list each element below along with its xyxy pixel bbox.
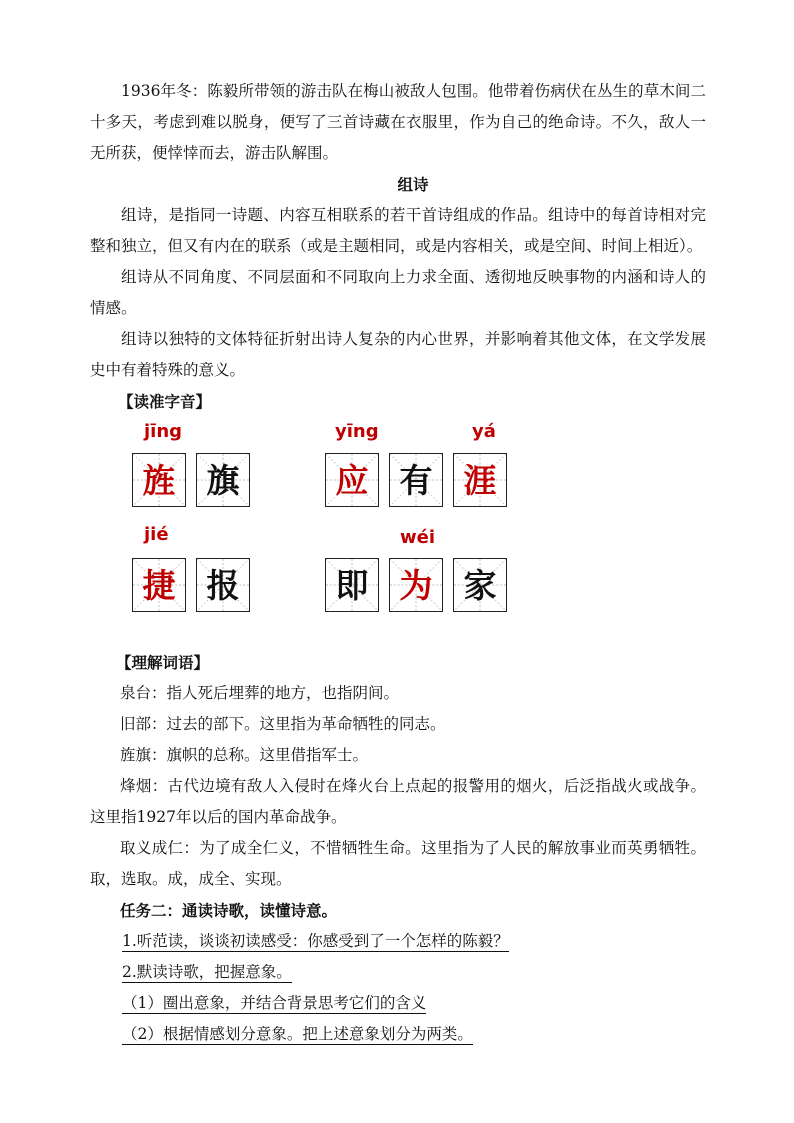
char-ying: 应 — [335, 460, 369, 500]
document-page — [90, 76, 706, 1050]
vocab-item: 取义成仁：为了成全仁义，不惜牺牲生命。这里指为了人民的解放事业而英勇牺牲。取，选取。成，成全、实现。 — [90, 839, 706, 888]
char-you: 有 — [399, 460, 433, 500]
task2-line — [122, 926, 706, 957]
char-jing: 旌 — [142, 460, 176, 500]
task2-line — [122, 988, 706, 1019]
char-cell — [325, 453, 379, 507]
char-cell — [453, 558, 507, 612]
character-grid — [90, 419, 706, 647]
vocab-item: 烽烟：古代边境有敌人入侵时在烽火台上点起的报警用的烟火，后泛指战火或战争。这里指1927年以后的国内革命战争。 — [90, 777, 706, 826]
task2-line — [122, 957, 706, 988]
task2-line-text: （1）圈出意象，并结合背景思考它们的含义 — [122, 994, 427, 1012]
char-ya: 涯 — [463, 460, 497, 500]
vocab-item: 旧部：过去的部下。这里指为革命牺牲的同志。 — [120, 715, 446, 733]
char-cell — [196, 453, 250, 507]
char-cell — [196, 558, 250, 612]
char-cell — [389, 558, 443, 612]
char-jia: 家 — [463, 565, 497, 605]
char-cell — [389, 453, 443, 507]
pinyin-jie: jié — [144, 524, 169, 545]
char-ji: 即 — [335, 565, 369, 605]
char-qi: 旗 — [206, 460, 240, 500]
zushi-paragraph-3: 组诗以独特的文体特征折射出诗人复杂的内心世界，并影响着其他文体，在文学发展史中有着特殊的意义。 — [90, 330, 706, 379]
pinyin-wei: wéi — [400, 527, 436, 548]
intro-paragraph: 1936年冬：陈毅所带领的游击队在梅山被敌人包围。他带着伤病伏在丛生的草木间二十多天，考虑到难以脱身，便写了三首诗藏在衣服里，作为自己的绝命诗。不久，敌人一无所获，便悻悻而去，游击队解围。 — [90, 82, 706, 162]
task2-line — [122, 1019, 706, 1050]
task2-line-text: 2.默读诗歌，把握意象。 — [122, 963, 292, 981]
char-bao: 报 — [206, 565, 240, 605]
char-cell — [453, 453, 507, 507]
task2-heading: 任务二：通读诗歌，读懂诗意。 — [120, 901, 338, 920]
section-title-zushi: 组诗 — [397, 175, 429, 194]
pinyin-jing: jīng — [144, 421, 183, 442]
char-cell — [132, 558, 186, 612]
vocab-heading: 【理解词语】 — [116, 653, 210, 672]
zushi-paragraph-2: 组诗从不同角度、不同层面和不同取向上力求全面、透彻地反映事物的内涵和诗人的情感。 — [90, 268, 706, 317]
task2-line-text: 1.听范读，谈谈初读感受：你感受到了一个怎样的陈毅？ — [122, 932, 509, 950]
zushi-paragraph-1: 组诗，是指同一诗题、内容互相联系的若干首诗组成的作品。组诗中的每首诗相对完整和独立，但又有内在的联系（或是主题相同，或是内容相关，或是空间、时间上相近）。 — [90, 206, 706, 255]
vocab-item: 泉台：指人死后埋葬的地方，也指阴间。 — [120, 684, 400, 702]
char-wei: 为 — [399, 565, 433, 605]
char-cell — [325, 558, 379, 612]
pinyin-ya: yá — [472, 421, 496, 442]
vocab-item: 旌旗：旗帜的总称。这里借指军士。 — [120, 746, 369, 764]
pronounce-heading: 【读准字音】 — [118, 392, 212, 411]
char-jie: 捷 — [142, 565, 176, 605]
task2-line-text: （2）根据情感划分意象。把上述意象划分为两类。 — [122, 1025, 473, 1043]
char-cell — [132, 453, 186, 507]
pinyin-ying: yīng — [335, 421, 379, 442]
